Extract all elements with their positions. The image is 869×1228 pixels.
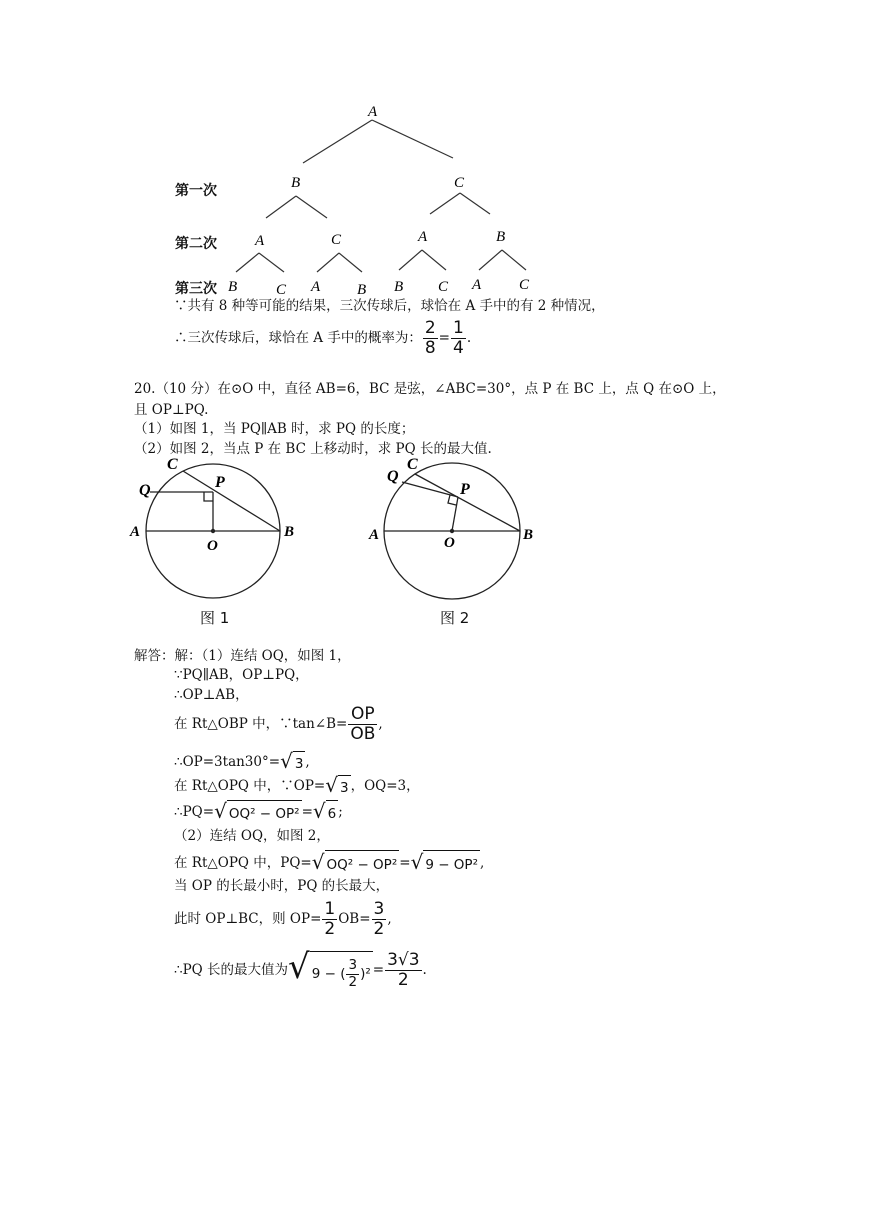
figure-2 [360,450,560,610]
fig1-label-o: O [207,538,218,554]
fig1-label-p: P [215,474,225,491]
sol-l9-rad2: 9 − OP² [423,850,480,879]
fig2-label-b: B [523,527,534,543]
sol-l6-end: ，OQ=3， [350,778,420,794]
fig2-label-a: A [369,527,380,543]
sol-l12-den2: 2 [397,970,409,990]
fig1-label-c: C [167,456,178,473]
sol-l6-rad: 3 [338,775,351,800]
sol-l12-num2: 3√3 [387,950,420,970]
p19-f1-den: 8 [424,338,436,358]
sol-line12 [174,945,427,996]
tree-l2-2: A [418,229,428,245]
sol-l11-fraction-2 [372,901,387,938]
q20-line2: 且 OP⊥PQ. [134,402,209,418]
p19-fraction-1 [423,320,438,357]
sol-l12-sqrt: √ 9 − ( $\frac{3}{2}$ )² [288,945,373,996]
sol-l12-prefix: ∴PQ 长的最大值为 [174,962,289,978]
tree-l3-7: C [519,277,530,293]
tree-l2-0: A [255,233,265,249]
fig2-caption: 图 2 [440,609,470,627]
tree-l1-0: B [291,175,301,191]
sol-l9-sqrt: √ OQ² − OP² [312,848,400,879]
tree-l3-5: C [438,279,449,295]
sol-l12-eq: = [372,962,385,978]
sol-l9-prefix: 在 Rt△OPQ 中，PQ= [174,855,312,871]
sol-l12-rad [310,951,373,996]
fig1-label-a: A [130,524,141,540]
sol-l7-rad2: 6 [326,800,339,827]
tree-l3-0: B [228,279,238,295]
fig2-label-c: C [407,456,418,473]
sol-l7-eq: = [301,804,313,820]
fig1-label-q: Q [139,482,151,499]
q20-sub1: （1）如图 1，当 PQ∥AB 时，求 PQ 的长度； [134,421,415,437]
sol-l4-den: OB [350,724,376,744]
tree-l3-4: B [394,279,404,295]
q20-sub2: （2）如图 2，当点 P 在 BC 上移动时，求 PQ 长的最大值. [134,441,492,457]
p19-line1: ∵共有 8 种等可能的结果，三次传球后，球恰在 A 手中的有 2 种情况， [174,298,605,314]
sol-line10: 当 OP 的长最小时，PQ 的长最大， [174,878,390,894]
sol-l9-end: , [479,855,485,871]
p19-f2-num: 1 [452,318,464,338]
sol-l12-rad-a: 9 − ( [311,966,346,982]
p19-fraction-2 [451,320,466,357]
sol-l11-fraction-1 [322,901,337,938]
sol-l11-den2: 2 [373,919,385,939]
sol-l7-prefix: ∴PQ= [174,804,215,820]
sol-l5-sqrt: √ 3 [280,749,305,776]
sol-l9-sqrt2: √ 9 − OP² [411,848,480,879]
sol-line2: ∵PQ∥AB，OP⊥PQ， [174,667,309,683]
tree-row-label-1: 第一次 [175,183,217,199]
p19-eq: = [438,330,450,346]
tree-row-label-2: 第二次 [175,236,217,252]
sol-l7-sqrt2: √ 6 [313,798,338,827]
fig1-label-b: B [284,524,295,540]
sol-line5 [174,749,310,776]
p19-f1-num: 2 [424,318,436,338]
sol-l7-sqrt: √ OQ² − OP² [214,798,302,827]
tree-row-label-3: 第三次 [175,281,217,297]
sol-l12-rad-b: )² [360,966,371,982]
fig2-label-o: O [444,535,455,551]
tree-l3-6: A [472,277,482,293]
tree-l1-1: C [454,175,465,191]
tree-l3-1: C [276,282,287,298]
sol-line4 [174,704,383,744]
p19-line2-prefix: ∴三次传球后，球恰在 A 手中的概率为： [174,330,422,346]
sol-l9-rad: OQ² − OP² [325,850,400,879]
sol-l4-num: OP [348,706,377,725]
fig2-label-q: Q [387,468,399,485]
sol-l11-mid: OB= [338,911,371,927]
sol-l11-num2: 3 [373,899,385,919]
tree-l2-3: B [496,229,506,245]
sol-l4-prefix: 在 Rt△OBP 中，∵tan∠B= [174,716,348,732]
sol-l9-eq: = [399,855,411,871]
sol-l5-end: , [305,754,310,770]
p19-end: . [466,330,472,346]
sol-l7-rad: OQ² − OP² [227,800,302,827]
sol-l7-end: ; [338,804,343,820]
sol-line6 [174,773,420,800]
p19-line2 [174,318,471,358]
p19-f2-den: 4 [452,338,464,358]
tree-l3-2: A [311,279,321,295]
sol-l11-prefix: 此时 OP⊥BC，则 OP= [174,911,322,927]
sol-l5-prefix: ∴OP=3tan30°= [174,754,281,770]
sol-line7 [174,798,343,827]
sol-l5-rad: 3 [293,751,306,776]
sol-line3: ∴OP⊥AB， [174,687,249,703]
sol-line8: （2）连结 OQ，如图 2， [174,828,330,844]
sol-line11 [174,898,392,940]
sol-line9 [174,848,484,879]
sol-line1: 解答：解：（1）连结 OQ，如图 1， [134,648,351,664]
fig1-caption: 图 1 [200,609,230,627]
tree-l2-1: C [331,232,342,248]
sol-l12-den: 2 [348,973,358,990]
sol-l6-prefix: 在 Rt△OPQ 中，∵OP= [174,778,326,794]
sol-l12-fraction [385,952,421,989]
sol-l6-sqrt: √ 3 [325,773,350,800]
sol-l4-fraction [348,706,377,743]
sol-l12-inner-fraction [346,959,359,989]
q20-line1: 20.（10 分）在⊙O 中，直径 AB=6，BC 是弦，∠ABC=30°，点 P 在 BC 上，点 Q 在⊙O 上， [134,381,726,397]
sol-l12-num: 3 [348,957,358,973]
tree-l3-3: B [357,282,367,298]
sol-l11-num: 1 [324,899,336,919]
figure-1 [120,450,320,610]
fig2-label-p: P [460,481,470,498]
sol-l11-end: , [387,911,392,927]
tree-root: A [368,104,378,120]
sol-l4-end: , [378,716,383,732]
sol-l12-end: . [422,962,427,978]
sol-l11-den: 2 [324,919,336,939]
tree-diagram [0,0,869,300]
